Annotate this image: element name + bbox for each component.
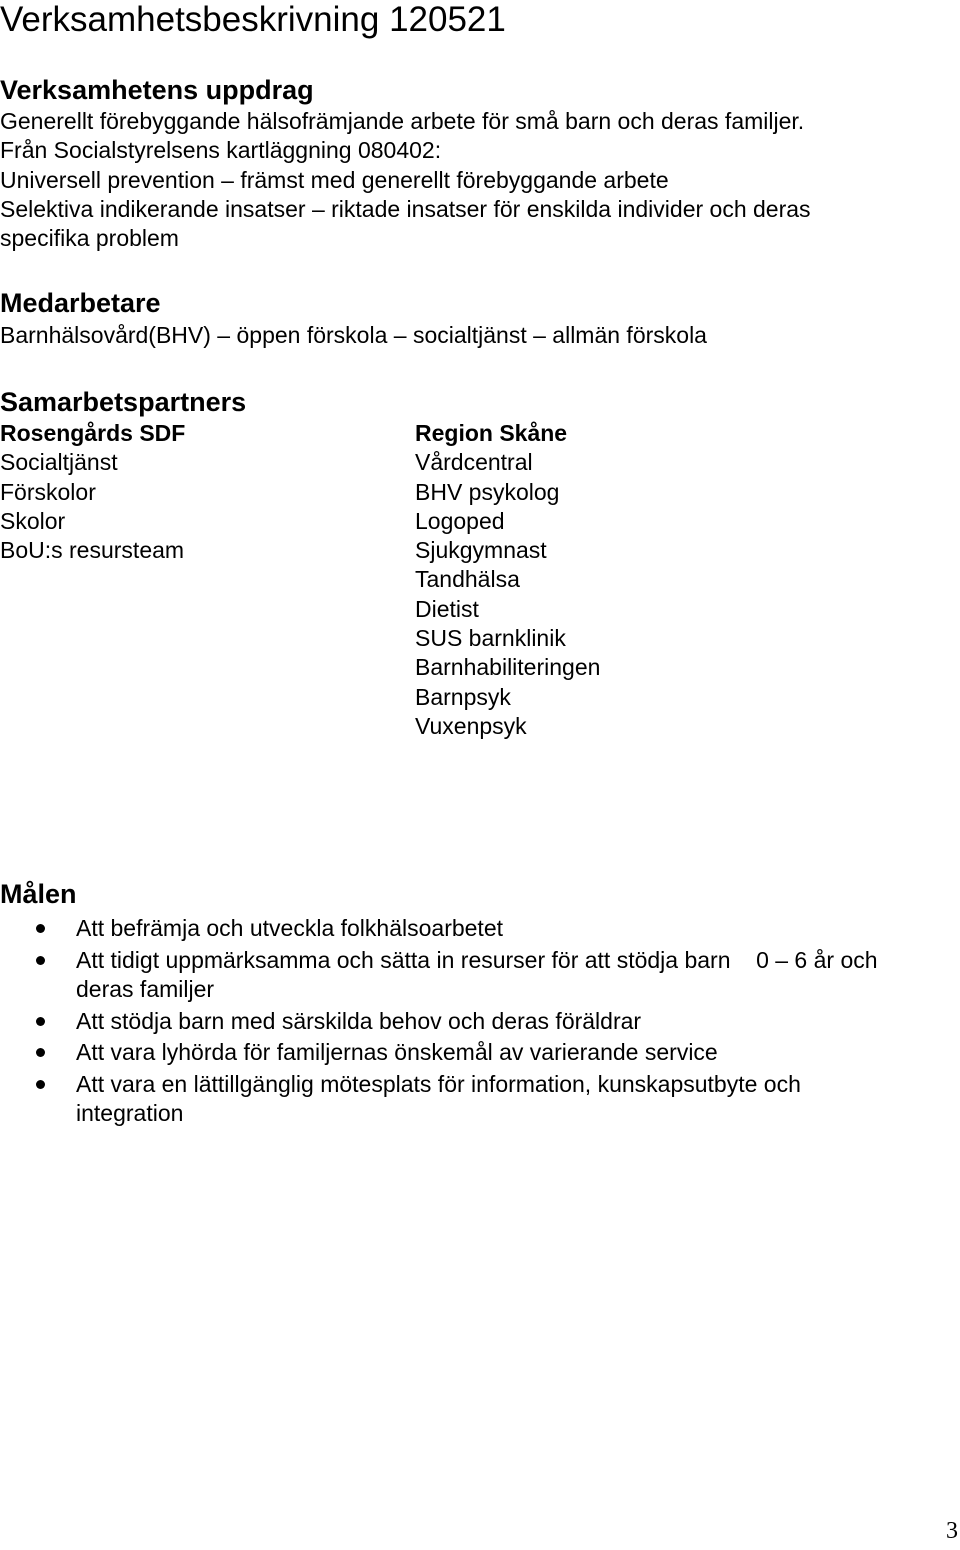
partners-left-column (0, 419, 185, 565)
bullet-icon (36, 924, 45, 933)
bullet-icon (36, 1017, 45, 1026)
list-item-text-cont: deras familjer (76, 976, 215, 1002)
partner-item: Tandhälsa (415, 566, 520, 593)
list-item-text: Att vara lyhörda för familjernas önskemål av varierande service (76, 1039, 718, 1065)
document-title: Verksamhetsbeskrivning 120521 (0, 0, 506, 39)
bullet-icon (36, 956, 45, 965)
list-item-text-cont: integration (76, 1100, 184, 1126)
bullet-icon (36, 1048, 45, 1057)
partners-right-heading: Region Skåne (415, 420, 568, 446)
medarbetare-text: Barnhälsovård(BHV) – öppen förskola – socialtjänst – allmän förskola (0, 322, 707, 348)
uppdrag-heading: Verksamhetens uppdrag (0, 75, 314, 105)
medarbetare-heading: Medarbetare (0, 288, 161, 318)
page-number: 3 (946, 1518, 958, 1544)
uppdrag-text (0, 107, 811, 253)
partner-item: Dietist (415, 595, 479, 622)
list-item-text: Att tidigt uppmärksamma och sätta in resurser för att stödja barn 0 – 6 år och (76, 946, 878, 973)
partner-item: Barnpsyk (415, 683, 511, 710)
uppdrag-line: Generellt förebyggande hälsofrämjande arbete för små barn och deras familjer. (0, 108, 805, 134)
partner-item: Socialtjänst (0, 449, 118, 476)
list-item (0, 946, 960, 1005)
uppdrag-line: specifika problem (0, 225, 179, 252)
bullet-icon (36, 1080, 45, 1089)
list-item (0, 1007, 960, 1037)
list-item-text: Att stödja barn med särskilda behov och deras föräldrar (76, 1007, 642, 1034)
partner-item: Barnhabiliteringen (415, 654, 601, 681)
partner-item: Logoped (415, 507, 505, 534)
list-item-text: Att befrämja och utveckla folkhälsoarbetet (76, 915, 504, 941)
list-item (0, 914, 960, 944)
uppdrag-line: Selektiva indikerande insatser – riktade insatser för enskilda individer och deras (0, 195, 811, 222)
list-item (0, 1038, 960, 1068)
partner-item: SUS barnklinik (415, 625, 566, 652)
list-item (0, 1070, 960, 1129)
partner-item: Sjukgymnast (415, 537, 547, 564)
partner-item: Förskolor (0, 478, 96, 505)
partners-left-heading: Rosengårds SDF (0, 420, 186, 446)
uppdrag-line: Från Socialstyrelsens kartläggning 080402: (0, 137, 442, 164)
uppdrag-line: Universell prevention – främst med generellt förebyggande arbete (0, 166, 669, 193)
malen-list (0, 914, 960, 1131)
partner-item: Vuxenpsyk (415, 712, 527, 739)
partner-item: BoU:s resursteam (0, 537, 185, 564)
partner-item: BHV psykolog (415, 478, 560, 505)
partners-right-column (415, 419, 600, 741)
partner-item: Vårdcentral (415, 449, 533, 476)
partner-item: Skolor (0, 507, 66, 534)
list-item-text: Att vara en lättillgänglig mötesplats för information, kunskapsutbyte och (76, 1070, 801, 1097)
malen-heading: Målen (0, 879, 77, 909)
samarbetspartners-heading: Samarbetspartners (0, 387, 247, 417)
